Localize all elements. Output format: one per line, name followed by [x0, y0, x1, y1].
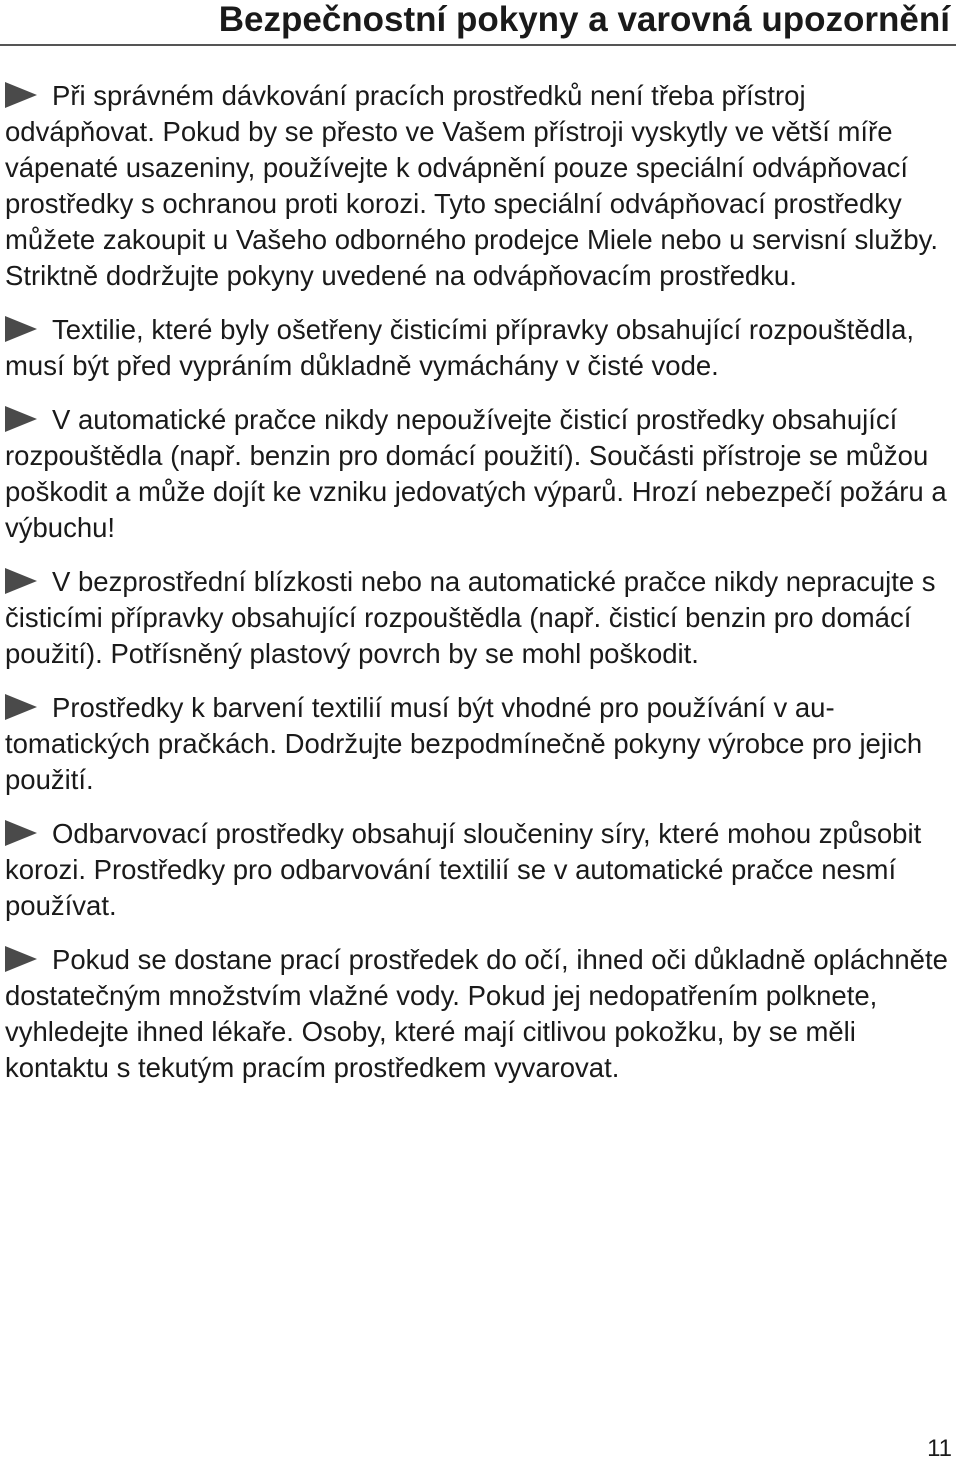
- page-number: 11: [927, 1435, 952, 1462]
- triangle-right-icon: [5, 406, 37, 432]
- instruction-item: [5, 312, 953, 384]
- instruction-text: Při správném dávkování pracích prostředků není třeba přístroj odvápňovat. Pokud by se přesto ve Vašem přístroji vyskytly ve větší míře vápenaté usazeniny, používejte k odvápnění pouze speciální odvápňovací prostředky s ochranou proti korozi. Tyto speciální odvápňovací prostředky můžete zakoupit u Vašeho odborného prodejce Miele nebo u servisní služby. Striktně dodržujte pokyny uvedené na odvápňovacím prostředku.: [5, 80, 939, 291]
- instruction-item: [5, 816, 953, 924]
- triangle-right-icon: [5, 946, 37, 972]
- triangle-right-icon: [5, 694, 37, 720]
- instruction-item: [5, 78, 953, 294]
- instruction-text: Odbarvovací prostředky obsahují sloučeniny síry, které mohou způsobit korozi. Prostředky pro odbarvování textilií se v automatické pračce nesmí používat.: [5, 818, 922, 921]
- instruction-text: Pokud se dostane prací prostředek do očí, ihned oči důkladně opláchněte dostatečným množstvím vlažné vody. Pokud jej nedopatřením polknete, vyhledejte ihned lékaře. Osoby, které mají citlivou pokožku, by se měli kontaktu s tekutým pracím prostředkem vyvarovat.: [5, 944, 948, 1083]
- page-title: Bezpečnostní pokyny a varovná upozornění: [218, 0, 950, 39]
- instruction-text: Prostředky k barvení textilií musí být vhodné pro používání v automatických pračkách. Dodržujte bezpodmínečně pokyny výrobce pro jejich použití.: [5, 692, 923, 795]
- instruction-text: V automatické pračce nikdy nepoužívejte čisticí prostředky obsahující rozpouštědla (např. benzin pro domácí použití). Součásti přístroje se můžou poškodit a může dojít ke vzniku jedovatých výparů. Hrozí nebezpečí požáru a výbuchu!: [5, 404, 947, 543]
- instruction-item: [5, 942, 953, 1086]
- instruction-item: [5, 402, 953, 546]
- instructions-list: [5, 78, 953, 1104]
- instruction-text: Textilie, které byly ošetřeny čisticími přípravky obsahující rozpouštědla, musí být před vypráním důkladně vymáchány v čisté vode.: [5, 314, 915, 381]
- page-header: [0, 0, 956, 46]
- triangle-right-icon: [5, 82, 37, 108]
- triangle-right-icon: [5, 820, 37, 846]
- triangle-right-icon: [5, 316, 37, 342]
- instruction-text: V bezprostřední blízkosti nebo na automatické pračce nikdy nepracujte s čisticími přípravky obsahující rozpouštědla (např. čisticí benzin pro domácí použití). Potřísněný plastový povrch by se mohl poškodit.: [5, 566, 936, 669]
- instruction-item: [5, 564, 953, 672]
- instruction-item: [5, 690, 953, 798]
- triangle-right-icon: [5, 568, 37, 594]
